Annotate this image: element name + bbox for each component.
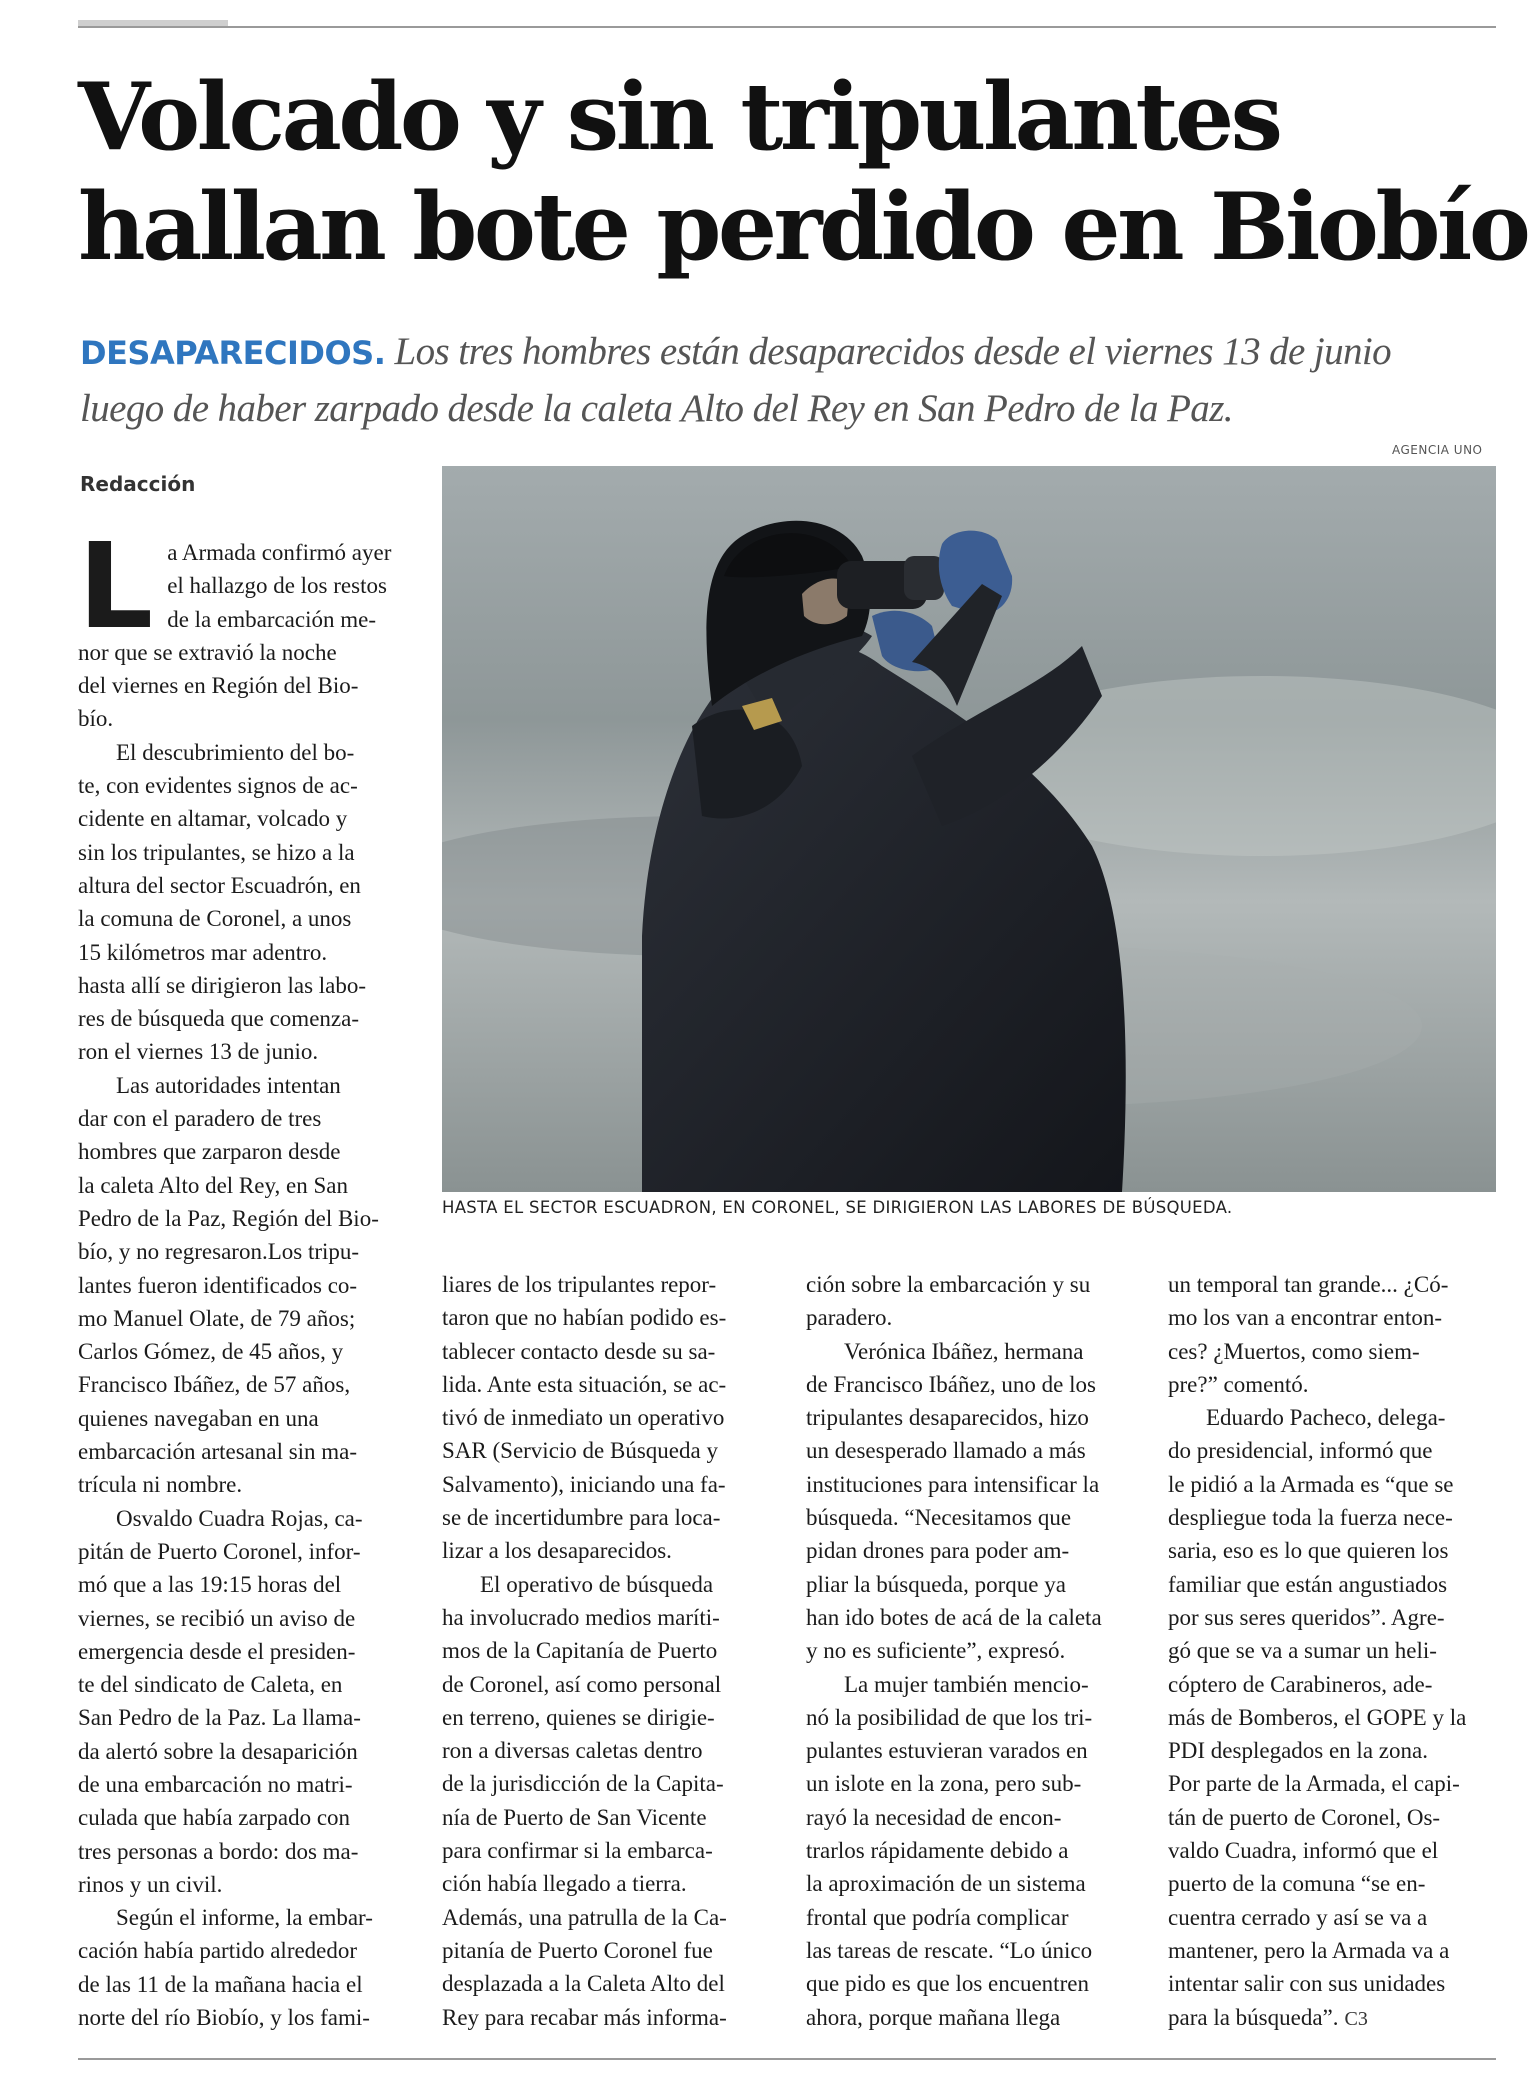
byline: Redacción: [80, 472, 196, 496]
text-line: bío, y no regresaron.Los tripu-: [78, 1239, 360, 1265]
text-line: intentar salir con sus unidades: [1168, 1971, 1446, 1997]
text-line: le pidió a la Armada es “que se: [1168, 1471, 1454, 1497]
headline-line: hallan bote perdido en Biobío: [78, 172, 1528, 281]
text-line: norte del río Biobío, y los fami-: [78, 2005, 370, 2031]
text-line: te del sindicato de Caleta, en: [78, 1672, 343, 1698]
text-line: familiar que están angustiados: [1168, 1571, 1448, 1597]
text-line: SAR (Servicio de Búsqueda y: [442, 1438, 718, 1464]
text-line-content: para la búsqueda”.: [1168, 2004, 1339, 2030]
article-column-4: [1168, 1268, 1498, 2036]
text-line: trarlos rápidamente debido a: [806, 1838, 1069, 1864]
text-line: cóptero de Carabineros, ade-: [1168, 1671, 1433, 1697]
photo-caption: HASTA EL SECTOR ESCUADRON, EN CORONEL, SE DIRIGIERON LAS LABORES DE BÚSQUEDA.: [442, 1198, 1233, 1217]
deck: [80, 324, 1500, 437]
paragraph: [78, 736, 408, 1069]
paragraph: [78, 1502, 408, 1902]
top-rule: [78, 26, 1496, 28]
text-line: frontal que podría complicar: [806, 1904, 1069, 1930]
text-line: altura del sector Escuadrón, en: [78, 872, 361, 898]
text-line: ahora, porque mañana llega: [806, 2004, 1061, 2030]
text-line: y no es suficiente”, expresó.: [806, 1638, 1066, 1664]
bottom-rule: [78, 2058, 1496, 2060]
text-line: lizar a los desaparecidos.: [442, 1538, 672, 1564]
text-line: saria, eso es lo que quieren los: [1168, 1538, 1449, 1564]
text-line: la caleta Alto del Rey, en San: [78, 1172, 348, 1198]
article-column-2: [442, 1268, 772, 2034]
text-line: mó que a las 19:15 horas del: [78, 1572, 342, 1598]
text-line: Verónica Ibáñez, hermana: [844, 1338, 1084, 1364]
text-line: trícula ni nombre.: [78, 1472, 243, 1498]
text-line: ción sobre la embarcación y su: [806, 1272, 1091, 1297]
text-line: Las autoridades intentan: [116, 1072, 341, 1098]
text-line: ción había llegado a tierra.: [442, 1871, 687, 1897]
text-line: San Pedro de la Paz. La llama-: [78, 1705, 361, 1731]
text-line: nor que se extravió la noche: [78, 639, 337, 665]
paragraph: [442, 1268, 772, 1568]
headline: [78, 62, 1528, 282]
text-line: ron el viernes 13 de junio.: [78, 1039, 319, 1065]
text-line: de las 11 de la mañana hacia el: [78, 1971, 363, 1997]
text-line: lida. Ante esta situación, se ac-: [442, 1371, 727, 1397]
text-line: puerto de la comuna “se en-: [1168, 1871, 1426, 1897]
article-column-1: [78, 517, 408, 2034]
text-line: Francisco Ibáñez, de 57 años,: [78, 1372, 351, 1398]
text-line: bío.: [78, 706, 114, 732]
text-line: sin los tripulantes, se hizo a la: [78, 839, 355, 865]
text-line: desplazada a la Caleta Alto del: [442, 1971, 725, 1997]
deck-line: [80, 324, 1500, 381]
text-line: Según el informe, la embar-: [116, 1905, 373, 1931]
text-line: pulantes estuvieran varados en: [806, 1738, 1088, 1764]
text-line: 15 kilómetros mar adentro.: [78, 939, 328, 965]
article-photo: [442, 466, 1496, 1192]
text-line: nó la posibilidad de que los tri-: [806, 1704, 1093, 1730]
text-line: pre?” comentó.: [1168, 1371, 1309, 1397]
text-line: [1168, 2001, 1498, 2036]
text-line: gó que se va a sumar un heli-: [1168, 1638, 1437, 1664]
text-line: nía de Puerto de San Vicente: [442, 1804, 707, 1830]
text-line: tablecer contacto desde su sa-: [442, 1338, 716, 1364]
paragraph: [78, 517, 408, 736]
text-line: quienes navegaban en una: [78, 1405, 319, 1431]
text-line: cuentra cerrado y así se va a: [1168, 1904, 1428, 1930]
text-line: lantes fueron identificados co-: [78, 1272, 358, 1298]
text-line: un islote en la zona, pero sub-: [806, 1771, 1082, 1797]
text-line: Por parte de la Armada, el capi-: [1168, 1771, 1460, 1797]
text-line: El operativo de búsqueda: [480, 1571, 714, 1597]
text-line: tivó de inmediato un operativo: [442, 1405, 725, 1431]
text-line: tres personas a bordo: dos ma-: [78, 1838, 359, 1864]
text-line: embarcación artesanal sin ma-: [78, 1439, 358, 1465]
text-line: mantener, pero la Armada va a: [1168, 1937, 1450, 1963]
text-line: taron que no habían podido es-: [442, 1305, 727, 1331]
text-line: pliar la búsqueda, porque ya: [806, 1571, 1066, 1597]
text-line: Además, una patrulla de la Ca-: [442, 1904, 727, 1930]
text-line: de la embarcación me-: [167, 606, 376, 632]
text-line: mo Manuel Olate, de 79 años;: [78, 1305, 356, 1331]
text-line: Rey para recabar más informa-: [442, 2004, 727, 2030]
text-line: de una embarcación no matri-: [78, 1771, 353, 1797]
photo-credit: AGENCIA UNO: [1392, 443, 1483, 457]
text-line: rinos y un civil.: [78, 1871, 223, 1897]
paragraph: [442, 1568, 772, 2034]
deck-line: luego de haber zarpado desde la caleta Alto del Rey en San Pedro de la Paz.: [80, 387, 1233, 430]
text-line: pitán de Puerto Coronel, infor-: [78, 1538, 361, 1564]
paragraph: [1168, 1401, 1498, 2036]
text-line: instituciones para intensificar la: [806, 1471, 1100, 1497]
sailor-binoculars-illustration: [442, 466, 1496, 1192]
text-line: cación había partido alrededor: [78, 1938, 358, 1964]
paragraph: [806, 1268, 1136, 1335]
text-line: viernes, se recibió un aviso de: [78, 1605, 356, 1631]
text-line: por sus seres queridos”. Agre-: [1168, 1604, 1445, 1630]
text-line: las tareas de rescate. “Lo único: [806, 1937, 1093, 1963]
text-line: pitanía de Puerto Coronel fue: [442, 1937, 713, 1963]
paragraph: [78, 1069, 408, 1502]
text-line: Osvaldo Cuadra Rojas, ca-: [116, 1505, 363, 1531]
text-line: emergencia desde el presiden-: [78, 1638, 356, 1664]
text-line: se de incertidumbre para loca-: [442, 1505, 721, 1531]
text-line: pidan drones para poder am-: [806, 1538, 1070, 1564]
text-line: búsqueda. “Necesitamos que: [806, 1505, 1072, 1531]
text-line: la aproximación de un sistema: [806, 1871, 1086, 1897]
text-line: ron a diversas caletas dentro: [442, 1738, 703, 1764]
deck-tag: DESAPARECIDOS.: [80, 334, 386, 372]
text-line: de Coronel, así como personal: [442, 1671, 722, 1697]
deck-text: Los tres hombres están desaparecidos desde el viernes 13 de junio: [385, 330, 1392, 373]
paragraph: [806, 1335, 1136, 1668]
end-mark: C3: [1344, 2007, 1368, 2030]
text-line: han ido botes de acá de la caleta: [806, 1604, 1102, 1630]
text-line: un desesperado llamado a más: [806, 1438, 1086, 1464]
text-line: hasta allí se dirigieron las labo-: [78, 972, 367, 998]
text-line: El descubrimiento del bo-: [116, 739, 355, 765]
text-line: de Francisco Ibáñez, uno de los: [806, 1371, 1096, 1397]
text-line: mos de la Capitanía de Puerto: [442, 1638, 718, 1664]
text-line: a Armada confirmó ayer: [167, 540, 392, 565]
text-line: un temporal tan grande... ¿Có-: [1168, 1272, 1449, 1297]
text-line: culada que había zarpado con: [78, 1805, 351, 1831]
text-line: hombres que zarparon desde: [78, 1139, 341, 1165]
text-line: en terreno, quienes se dirigie-: [442, 1704, 715, 1730]
text-line: Salvamento), iniciando una fa-: [442, 1471, 726, 1497]
headline-line: Volcado y sin tripulantes: [78, 62, 1280, 171]
text-line: da alertó sobre la desaparición: [78, 1738, 358, 1764]
text-line: rayó la necesidad de encon-: [806, 1804, 1062, 1830]
text-line: paradero.: [806, 1305, 893, 1331]
text-line: del viernes en Región del Bio-: [78, 673, 359, 699]
text-line: cidente en altamar, volcado y: [78, 806, 348, 832]
text-line: liares de los tripulantes repor-: [442, 1272, 717, 1297]
text-line: dar con el paradero de tres: [78, 1106, 322, 1132]
paragraph: [806, 1668, 1136, 2034]
text-line: Pedro de la Paz, Región del Bio-: [78, 1205, 379, 1231]
text-line: mo los van a encontrar enton-: [1168, 1305, 1442, 1331]
text-line: do presidencial, informó que: [1168, 1438, 1433, 1464]
paragraph: [78, 1901, 408, 2034]
text-line: ces? ¿Muertos, como siem-: [1168, 1338, 1420, 1364]
drop-cap: L: [78, 517, 154, 655]
text-line: tán de puerto de Coronel, Os-: [1168, 1804, 1441, 1830]
text-line: más de Bomberos, el GOPE y la: [1168, 1704, 1467, 1730]
paragraph: [1168, 1268, 1498, 1401]
text-line: ha involucrado medios maríti-: [442, 1604, 720, 1630]
text-line: despliegue toda la fuerza nece-: [1168, 1505, 1453, 1531]
text-line: que pido es que los encuentren: [806, 1971, 1089, 1997]
text-line: te, con evidentes signos de ac-: [78, 773, 358, 799]
text-line: Eduardo Pacheco, delega-: [1206, 1405, 1446, 1431]
text-line: de la jurisdicción de la Capita-: [442, 1771, 724, 1797]
article-column-3: [806, 1268, 1136, 2034]
text-line: tripulantes desaparecidos, hizo: [806, 1405, 1089, 1431]
text-line: la comuna de Coronel, a unos: [78, 906, 352, 932]
text-line: La mujer también mencio-: [844, 1671, 1089, 1697]
text-line: res de búsqueda que comenza-: [78, 1006, 359, 1032]
text-line: para confirmar si la embarca-: [442, 1838, 713, 1864]
text-line: el hallazgo de los restos: [167, 573, 387, 599]
text-line: Carlos Gómez, de 45 años, y: [78, 1339, 344, 1365]
text-line: PDI desplegados en la zona.: [1168, 1738, 1428, 1764]
text-line: valdo Cuadra, informó que el: [1168, 1838, 1439, 1864]
